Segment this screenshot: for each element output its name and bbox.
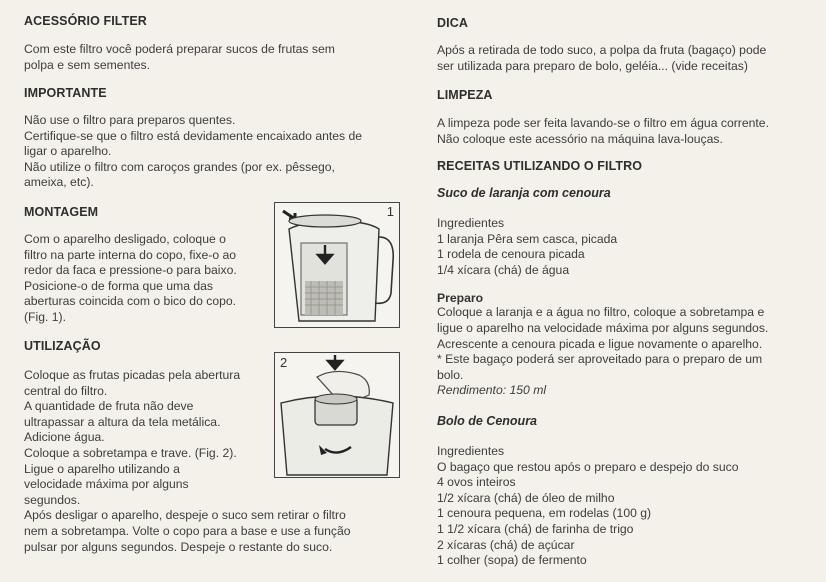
text-line: Não coloque este acessório na máquina lava-louças.: [437, 131, 723, 146]
section-title: RECEITAS UTILIZANDO O FILTRO: [437, 159, 643, 173]
preparo-label: Preparo: [437, 291, 484, 306]
text-line: A quantidade de fruta não deve: [24, 399, 194, 414]
section-title: ACESSÓRIO FILTER: [24, 14, 147, 28]
text-line: pulsar por alguns segundos. Despeje o restante do suco.: [24, 539, 333, 554]
text-line: Certifique-se que o filtro está devidamente encaixado antes de: [24, 128, 363, 143]
section-title: MONTAGEM: [24, 205, 99, 219]
recipe-bolo: [437, 414, 815, 569]
ingredient-line: 1 1/2 xícara (chá) de farinha de trigo: [437, 521, 634, 536]
text-line: Ligue o aparelho utilizando a: [24, 461, 180, 476]
text-line: aberturas coincida com o bico do copo.: [24, 294, 237, 309]
figure-number: 2: [280, 355, 288, 370]
ingredient-line: 2 xícaras (chá) de açúcar: [437, 537, 575, 552]
text-line: Com este filtro você poderá preparar sucos de frutas sem: [24, 42, 335, 56]
ingredient-line: 1 laranja Pêra sem casca, picada: [437, 231, 618, 246]
text-line: Não utilize o filtro com caroços grandes (por ex. pêssego,: [24, 159, 335, 174]
text-line: nem a sobretampa. Volte o copo para a base e use a função: [24, 523, 351, 538]
figure-number: 1: [386, 204, 394, 219]
text-line: segundos.: [24, 492, 81, 507]
text-line: ligar o aparelho.: [24, 144, 112, 159]
ingredient-line: 4 ovos inteiros: [437, 475, 516, 490]
arrow-down-icon: [328, 355, 342, 369]
section-receitas: [437, 159, 815, 173]
ingredient-line: O bagaço que restou após o preparo e despejo do suco: [437, 459, 739, 474]
section-title: IMPORTANTE: [24, 86, 107, 100]
figure-1: [274, 202, 400, 328]
preparo-line: * Este bagaço poderá ser aproveitado para o preparo de um: [437, 352, 763, 367]
text-line: Posicione-o de forma que uma das: [24, 278, 214, 293]
preparo-line: Acrescente a cenoura picada e ligue novamente o aparelho.: [437, 336, 763, 351]
text-line: Após desligar o aparelho, despeje o suco sem retirar o filtro: [24, 508, 346, 523]
recipe-title: Suco de laranja com cenoura: [437, 186, 611, 200]
text-line: velocidade máxima por alguns: [24, 477, 189, 492]
text-line: redor da faca e pressione-o para baixo.: [24, 263, 237, 278]
ingredient-line: 1/4 xícara (chá) de água: [437, 262, 570, 277]
section-title: LIMPEZA: [437, 88, 493, 102]
text-line: ameixa, etc).: [24, 175, 94, 190]
ingredients-label: Ingredientes: [437, 216, 505, 230]
text-line: Coloque as frutas picadas pela abertura: [24, 368, 241, 382]
text-line: Coloque a sobretampa e trave. (Fig. 2).: [24, 445, 237, 460]
ingredient-line: 1/2 xícara (chá) de óleo de milho: [437, 490, 615, 505]
text-line: central do filtro.: [24, 383, 108, 398]
section-dica: [437, 16, 815, 74]
figure-2: [274, 352, 400, 478]
text-line: Após a retirada de todo suco, a polpa da fruta (bagaço) pode: [437, 43, 767, 57]
ingredient-line: 1 rodela de cenoura picada: [437, 247, 585, 262]
text-line: A limpeza pode ser feita lavando-se o filtro em água corrente.: [437, 116, 769, 130]
text-line: Não use o filtro para preparos quentes.: [24, 113, 236, 127]
text-line: Adicione água.: [24, 430, 105, 445]
preparo-line: ligue o aparelho na velocidade máxima por alguns segundos.: [437, 320, 769, 335]
ingredient-line: 1 cenoura pequena, em rodelas (100 g): [437, 506, 652, 521]
text-line: Com o aparelho desligado, coloque o: [24, 232, 226, 246]
section-limpeza: [437, 88, 815, 147]
text-line: (Fig. 1).: [24, 309, 66, 324]
recipe-suco: [437, 186, 815, 399]
ingredient-line: 1 colher (sopa) de fermento: [437, 553, 587, 568]
blender-lid-illustration: [275, 353, 399, 477]
rendimento: Rendimento: 150 ml: [437, 383, 547, 398]
recipe-title: Bolo de Cenoura: [437, 414, 538, 428]
section-importante: [24, 86, 404, 191]
text-line: ultrapassar a altura da tela metálica.: [24, 414, 221, 429]
preparo-line: Coloque a laranja e a água no filtro, coloque a sobretampa e: [437, 305, 765, 320]
text-line: ser utilizada para preparo de bolo, geléia... (vide receitas): [437, 58, 748, 73]
ingredients-label: Ingredientes: [437, 444, 505, 458]
section-acessorio: [24, 14, 404, 73]
text-line: filtro na parte interna do copo, fixe-o ao: [24, 247, 237, 262]
preparo-line: bolo.: [437, 367, 464, 382]
blender-filter-illustration: [275, 203, 399, 327]
section-title: UTILIZAÇÃO: [24, 339, 101, 353]
section-title: DICA: [437, 16, 468, 30]
text-line: polpa e sem sementes.: [24, 57, 151, 72]
